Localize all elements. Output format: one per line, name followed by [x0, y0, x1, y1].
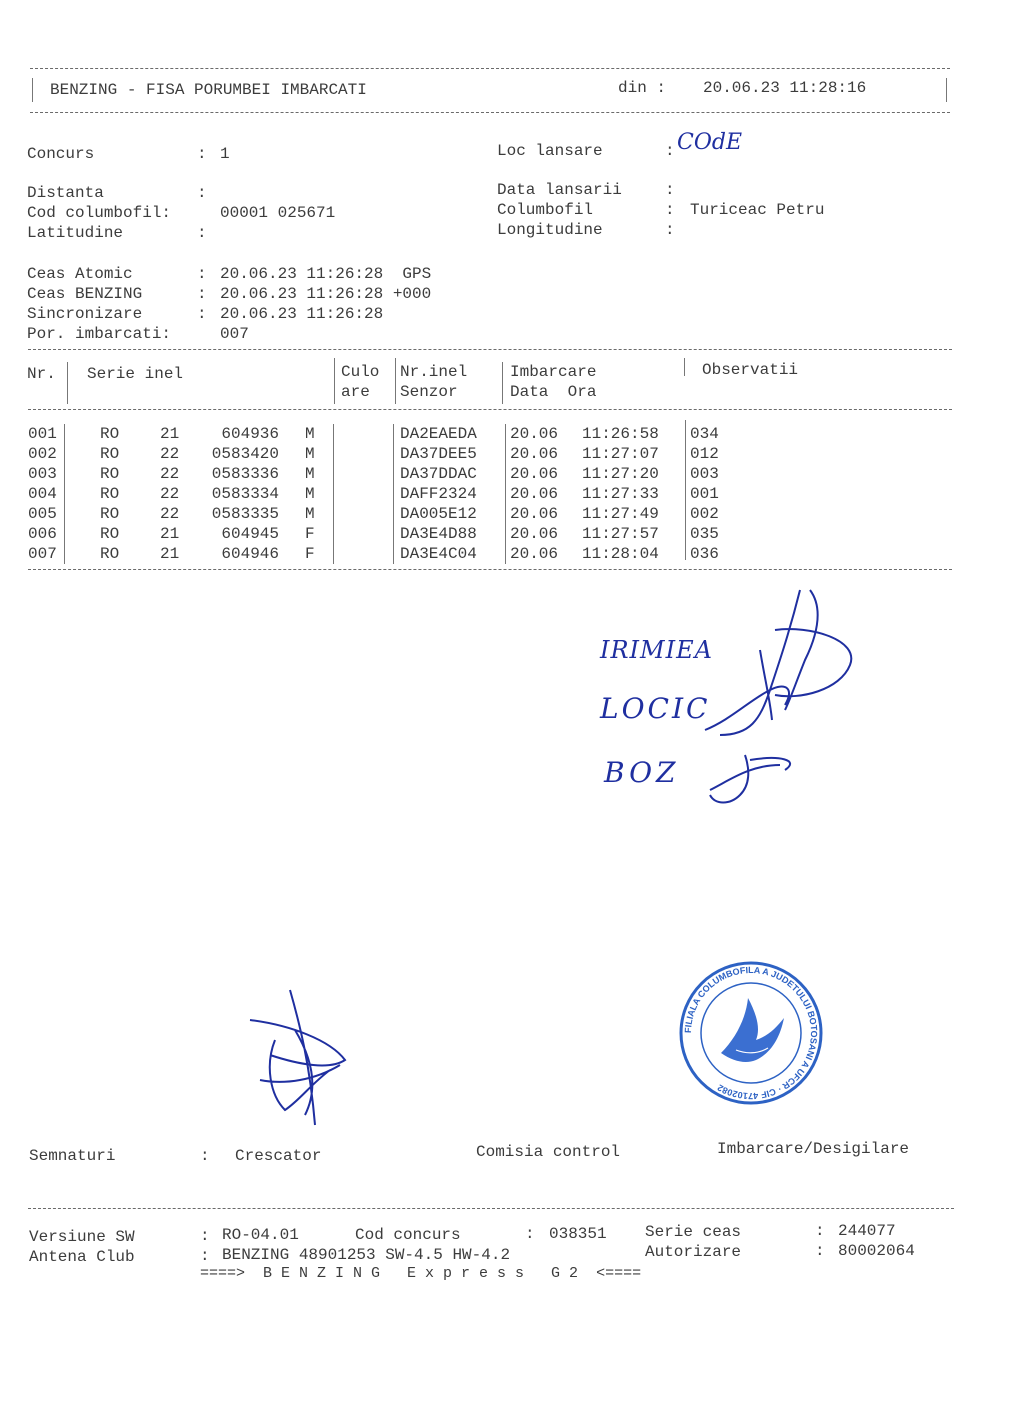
row-numar: 604936 [221, 425, 279, 443]
latitudine-colon: : [197, 224, 207, 242]
handwritten-name-1: IRIMIEA [600, 636, 713, 664]
latitudine-label: Latitudine [27, 224, 124, 242]
row-nr: 002 [28, 445, 57, 463]
row-data: 20.06 [510, 425, 559, 443]
row-sex: M [305, 465, 315, 483]
antena-label: Antena Club [29, 1248, 135, 1266]
antena-colon: : [200, 1247, 210, 1265]
sincronizare-colon: : [197, 305, 207, 323]
row-senzor: DA3E4D88 [400, 525, 477, 543]
data-lansarii-colon: : [665, 181, 675, 199]
row-an: 21 [160, 525, 180, 543]
signature-icon [690, 570, 870, 820]
row-numar: 0583420 [211, 445, 279, 463]
row-numar: 0583335 [211, 505, 279, 523]
loc-lansare-colon: : [665, 142, 675, 160]
row-obs: 034 [690, 425, 719, 443]
document-title: BENZING - FISA PORUMBEI IMBARCATI [50, 81, 367, 99]
versiune-colon: : [200, 1227, 210, 1245]
row-sex: F [305, 525, 315, 543]
row-senzor: DA3E4C04 [400, 545, 477, 563]
columbofil-value: Turiceac Petru [690, 201, 825, 219]
row-tara: RO [100, 525, 120, 543]
row-an: 22 [160, 465, 180, 483]
date-value: 20.06.23 11:28:16 [703, 79, 867, 97]
loc-lansare-value: COdE [677, 130, 743, 155]
col-culoare-header-1: Culo [341, 363, 380, 381]
serie-ceas-colon: : [815, 1222, 825, 1240]
row-nr: 005 [28, 505, 57, 523]
col-serie-header: Serie inel [87, 365, 184, 383]
row-senzor: DA2EAEDA [400, 425, 477, 443]
ceas-benzing-colon: : [197, 285, 207, 303]
row-ora: 11:27:49 [582, 505, 659, 523]
date-label: din : [618, 79, 667, 97]
columbofil-label: Columbofil [497, 201, 594, 219]
versiune-value: RO-04.01 [222, 1226, 299, 1244]
longitudine-label: Longitudine [497, 221, 603, 239]
row-obs: 036 [690, 545, 719, 563]
autorizare-label: Autorizare [645, 1243, 742, 1261]
ceas-atomic-value: 20.06.23 11:26:28 GPS [220, 265, 432, 283]
row-an: 21 [160, 425, 180, 443]
row-tara: RO [100, 485, 120, 503]
cod-concurs-value: 038351 [549, 1225, 607, 1243]
row-obs: 035 [690, 525, 719, 543]
columbofil-colon: : [665, 201, 675, 219]
versiune-label: Versiune SW [29, 1228, 135, 1246]
col-imbarcare-header-2: Data Ora [510, 383, 597, 401]
serie-ceas-value: 244077 [838, 1222, 896, 1240]
row-data: 20.06 [510, 505, 559, 523]
ceas-benzing-label: Ceas BENZING [27, 285, 143, 303]
longitudine-colon: : [665, 221, 675, 239]
stamp-ring-text: FILIALA COLUMBOFILA A JUDETULUI BOTOSANI A UFCR · CIF 47102082 [682, 964, 820, 1102]
autorizare-value: 80002064 [838, 1242, 915, 1260]
row-data: 20.06 [510, 545, 559, 563]
distanta-colon: : [197, 184, 207, 202]
row-ora: 11:27:57 [582, 525, 659, 543]
imbarcare-label: Imbarcare/Desigilare [717, 1140, 910, 1158]
comisia-label: Comisia control [476, 1143, 621, 1161]
row-sex: M [305, 505, 315, 523]
row-senzor: DA37DEE5 [400, 445, 477, 463]
row-data: 20.06 [510, 485, 559, 503]
row-senzor: DAFF2324 [400, 485, 477, 503]
ceas-atomic-label: Ceas Atomic [27, 265, 133, 283]
row-an: 21 [160, 545, 180, 563]
row-nr: 007 [28, 545, 57, 563]
row-ora: 11:27:20 [582, 465, 659, 483]
row-an: 22 [160, 445, 180, 463]
cod-columbofil-label: Cod columbofil: [27, 204, 172, 222]
serie-ceas-label: Serie ceas [645, 1223, 742, 1241]
row-senzor: DA005E12 [400, 505, 477, 523]
crescator-signature-icon [240, 985, 370, 1130]
loc-lansare-label: Loc lansare [497, 142, 603, 160]
concurs-label: Concurs [27, 145, 95, 163]
distanta-label: Distanta [27, 184, 104, 202]
col-inel-header-2: Senzor [400, 383, 458, 401]
sincronizare-label: Sincronizare [27, 305, 143, 323]
col-culoare-header-2: are [341, 383, 370, 401]
row-numar: 604946 [221, 545, 279, 563]
row-tara: RO [100, 425, 120, 443]
row-tara: RO [100, 545, 120, 563]
row-sex: M [305, 485, 315, 503]
col-observatii-header: Observatii [702, 361, 799, 379]
row-data: 20.06 [510, 445, 559, 463]
crescator-label: Crescator [235, 1147, 322, 1165]
semnaturi-colon: : [200, 1147, 210, 1165]
row-nr: 003 [28, 465, 57, 483]
row-nr: 006 [28, 525, 57, 543]
brand-line: ====> B E N Z I N G E x p r e s s G 2 <==== [200, 1265, 642, 1282]
row-numar: 604945 [221, 525, 279, 543]
semnaturi-label: Semnaturi [29, 1147, 116, 1165]
antena-value: BENZING 48901253 SW-4.5 HW-4.2 [222, 1246, 511, 1264]
row-obs: 002 [690, 505, 719, 523]
row-numar: 0583334 [211, 485, 279, 503]
row-tara: RO [100, 465, 120, 483]
handwritten-name-2: LOCIC [600, 692, 711, 725]
row-sex: M [305, 445, 315, 463]
row-ora: 11:27:07 [582, 445, 659, 463]
row-data: 20.06 [510, 525, 559, 543]
club-stamp-icon [676, 958, 826, 1108]
concurs-colon: : [197, 145, 217, 163]
cod-concurs-label: Cod concurs [355, 1226, 461, 1244]
col-nr-header: Nr. [27, 365, 56, 383]
row-sex: M [305, 425, 315, 443]
row-sex: F [305, 545, 315, 563]
row-senzor: DA37DDAC [400, 465, 477, 483]
ceas-atomic-colon: : [197, 265, 207, 283]
por-imbarcati-label: Por. imbarcati: [27, 325, 172, 343]
concurs-value: 1 [220, 145, 230, 163]
data-lansarii-label: Data lansarii [497, 181, 622, 199]
sincronizare-value: 20.06.23 11:26:28 [220, 305, 384, 323]
row-obs: 001 [690, 485, 719, 503]
row-obs: 012 [690, 445, 719, 463]
row-ora: 11:27:33 [582, 485, 659, 503]
row-data: 20.06 [510, 465, 559, 483]
cod-concurs-colon: : [525, 1225, 535, 1243]
row-obs: 003 [690, 465, 719, 483]
row-tara: RO [100, 445, 120, 463]
cod-columbofil-value: 00001 025671 [220, 204, 336, 222]
col-inel-header-1: Nr.inel [400, 363, 468, 381]
handwritten-name-3: BOZ [604, 756, 680, 789]
row-nr: 004 [28, 485, 57, 503]
row-an: 22 [160, 505, 180, 523]
por-imbarcati-value: 007 [220, 325, 249, 343]
row-ora: 11:28:04 [582, 545, 659, 563]
autorizare-colon: : [815, 1242, 825, 1260]
row-ora: 11:26:58 [582, 425, 659, 443]
row-tara: RO [100, 505, 120, 523]
row-nr: 001 [28, 425, 57, 443]
col-imbarcare-header-1: Imbarcare [510, 363, 597, 381]
ceas-benzing-value: 20.06.23 11:26:28 +000 [220, 285, 432, 303]
row-numar: 0583336 [211, 465, 279, 483]
row-an: 22 [160, 485, 180, 503]
